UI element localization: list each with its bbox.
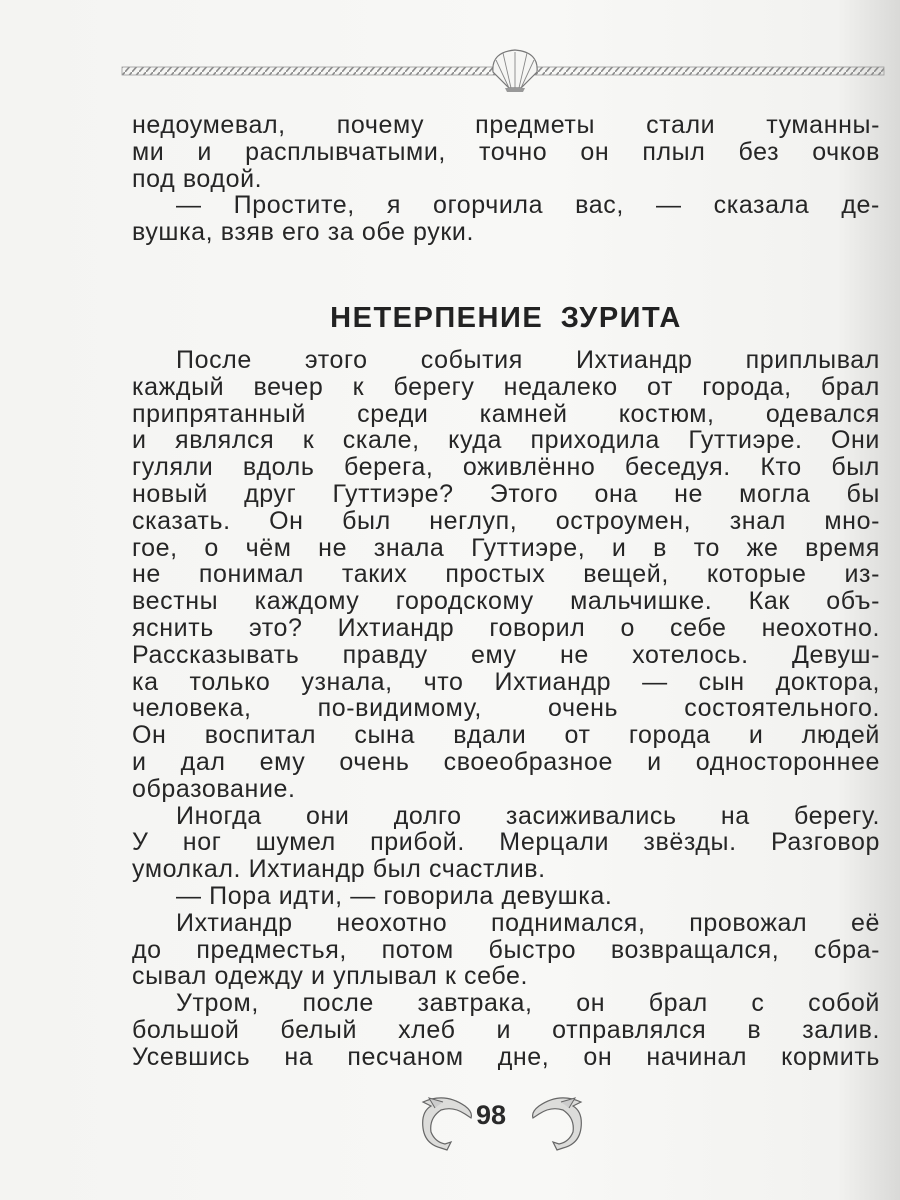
chapter-title: НЕТЕРПЕНИЕ ЗУРИТА (330, 302, 682, 334)
text-line: сывал одежду и уплывал к себе. (132, 962, 529, 991)
shell-icon (493, 50, 537, 92)
text-line: Утром, после завтрака, он брал с собой (176, 989, 880, 1018)
page-number: 98 (476, 1100, 507, 1130)
text-line: гуляли вдоль берега, оживлённо беседуя. Кто был (132, 453, 880, 482)
text-line: человека, по-видимому, очень состоятельного. (132, 694, 880, 723)
text-line: вушка, взяв его за обе руки. (132, 218, 474, 247)
text-line: Он воспитал сына вдали от города и людей (132, 721, 880, 750)
text-line: до предместья, потом быстро возвращался, сбра- (132, 935, 880, 964)
text-line: большой белый хлеб и отправлялся в залив. (132, 1015, 880, 1044)
text-line: Усевшись на песчаном дне, он начинал кормить (132, 1042, 880, 1071)
text-line: Иногда они долго засиживались на берегу. (176, 801, 880, 830)
text-line: — Пора идти, — говорила девушка. (176, 881, 613, 910)
text-line: вестны каждому городскому мальчишке. Как объ- (132, 587, 880, 616)
continued-text-block (132, 112, 880, 246)
dolphin-icon (415, 1092, 477, 1154)
text-line: Рассказывать правду ему не хотелось. Девуш- (132, 640, 880, 669)
text-line: не понимал таких простых вещей, которые из- (132, 560, 880, 589)
header-rope-shell-ornament (118, 48, 888, 92)
text-line: и дал ему очень своеобразное и одностороннее (132, 747, 880, 776)
chapter-body-text (132, 347, 880, 1071)
text-line: яснить это? Ихтиандр говорил о себе неохотно. (132, 613, 880, 642)
text-line: ка только узнала, что Ихтиандр — сын доктора, (132, 667, 880, 696)
text-line: и являлся к скале, куда приходила Гуттиэре. Они (132, 426, 880, 455)
text-line: ми и расплывчатыми, точно он плыл без очков (132, 137, 880, 166)
text-line: припрятанный среди камней костюм, одевался (132, 399, 880, 428)
page-footer (0, 1088, 900, 1158)
text-line: гое, о чём не знала Гуттиэре, и в то же время (132, 533, 880, 562)
text-line: После этого события Ихтиандр приплывал (176, 346, 880, 374)
text-line: сказать. Он был неглуп, остроумен, знал мно- (132, 506, 880, 535)
dolphin-icon (527, 1092, 589, 1154)
text-line: умолкал. Ихтиандр был счастлив. (132, 855, 546, 884)
text-line: образование. (132, 774, 296, 803)
text-line: У ног шумел прибой. Мерцали звёзды. Разговор (132, 828, 880, 857)
text-line: новый друг Гуттиэре? Этого она не могла бы (132, 479, 880, 508)
text-line: Ихтиандр неохотно поднимался, провожал её (176, 908, 880, 937)
text-line: — Простите, я огорчила вас, — сказала де- (176, 191, 880, 220)
text-line: каждый вечер к берегу недалеко от города, брал (132, 372, 880, 401)
text-line: недоумевал, почему предметы стали туманны- (132, 111, 880, 139)
text-line: под водой. (132, 164, 263, 193)
